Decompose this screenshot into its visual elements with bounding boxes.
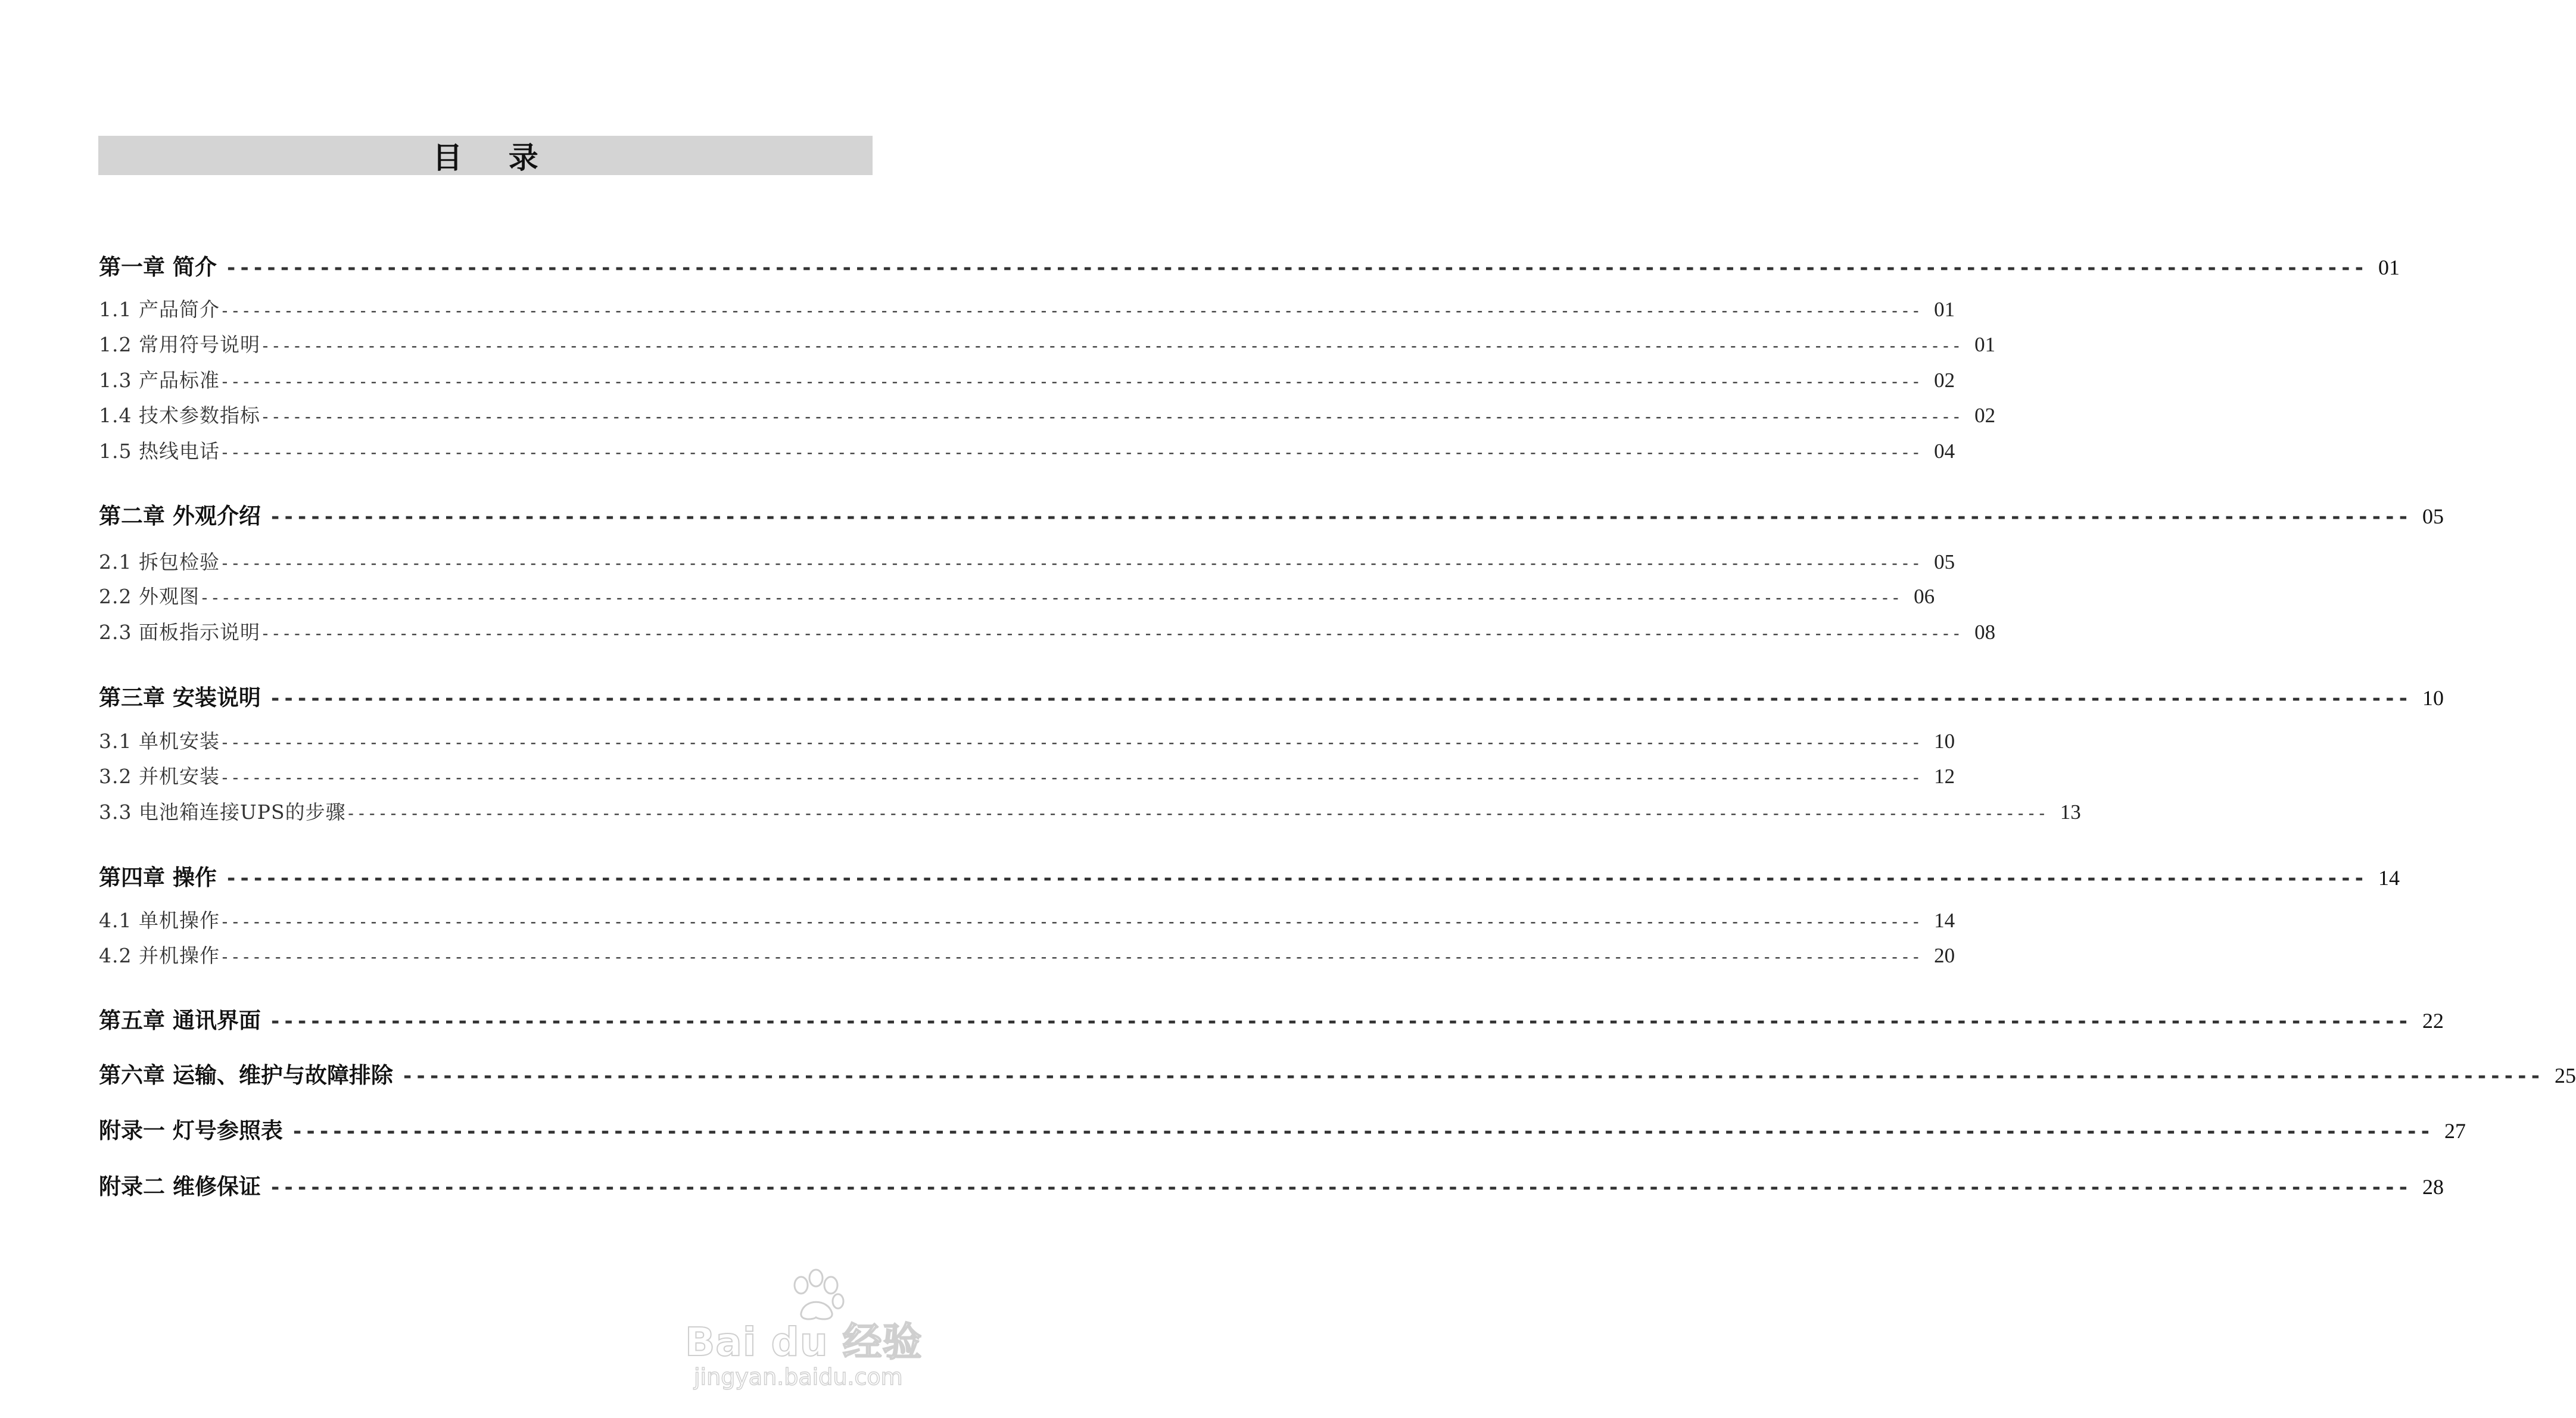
toc-page-number: 06 [1914,585,1935,608]
toc-leader: ---------------------------------------------------------------------------------------------------------------------------------------------------------------- [199,588,1902,607]
toc-page-number: 01 [1934,298,1955,321]
toc-page-number: 04 [1934,440,1955,463]
toc-section-1-1[interactable] [99,294,1955,322]
toc-chapter-1[interactable] [99,249,2400,281]
toc-entry-label: 3.2 并机安装 [99,765,220,788]
toc-section-1-4[interactable] [99,400,1996,428]
toc-entry-label: 4.1 单机操作 [99,909,220,932]
toc-leader: ---------------------------------------------------------------------------------------------------------------------------------------------------------------- [401,1064,2543,1088]
toc-page-number: 14 [1934,909,1955,932]
toc-leader: ---------------------------------------------------------------------------------------------------------------------------------------------------------------- [225,256,2367,280]
toc-leader: ---------------------------------------------------------------------------------------------------------------------------------------------------------------- [219,372,1922,391]
toc-page-number: 05 [1934,550,1955,574]
toc-entry-label: 1.2 常用符号说明 [99,333,260,356]
toc-leader: ---------------------------------------------------------------------------------------------------------------------------------------------------------------- [219,768,1922,787]
toc-section-4-1[interactable] [99,905,1955,933]
toc-page-number: 25 [2555,1064,2576,1087]
toc-page-number: 08 [1974,621,1996,644]
page-title: 目 录 [432,141,556,175]
toc-section-4-2[interactable] [99,940,1955,968]
toc-page-number: 01 [2378,255,2400,279]
toc-entry-label: 第三章 安装说明 [99,685,261,710]
toc-section-3-1[interactable] [99,726,1955,754]
toc-appendix-2[interactable] [99,1168,2444,1201]
toc-page-number: 02 [1974,404,1996,427]
table-of-contents [99,0,2576,1418]
toc-section-2-2[interactable] [99,581,1935,609]
toc-leader: ---------------------------------------------------------------------------------------------------------------------------------------------------------------- [269,1176,2411,1199]
toc-leader: ---------------------------------------------------------------------------------------------------------------------------------------------------------------- [219,553,1922,573]
toc-entry-label: 1.5 热线电话 [99,440,220,463]
toc-chapter-4[interactable] [99,859,2400,892]
toc-page-number: 22 [2422,1009,2444,1033]
toc-appendix-1[interactable] [99,1112,2466,1145]
toc-leader: ---------------------------------------------------------------------------------------------------------------------------------------------------------------- [269,1009,2411,1033]
toc-section-1-3[interactable] [99,365,1955,393]
toc-entry-label: 1.4 技术参数指标 [99,404,260,427]
toc-leader: ---------------------------------------------------------------------------------------------------------------------------------------------------------------- [260,624,1963,643]
toc-section-1-2[interactable] [99,329,1996,357]
toc-entry-label: 2.3 面板指示说明 [99,621,260,644]
toc-entry-label: 4.2 并机操作 [99,944,220,967]
toc-leader: ---------------------------------------------------------------------------------------------------------------------------------------------------------------- [219,947,1922,967]
toc-entry-label: 附录二 维修保证 [99,1174,261,1199]
toc-leader: ---------------------------------------------------------------------------------------------------------------------------------------------------------------- [269,505,2411,529]
toc-leader: ---------------------------------------------------------------------------------------------------------------------------------------------------------------- [291,1120,2433,1143]
toc-leader: ---------------------------------------------------------------------------------------------------------------------------------------------------------------- [219,912,1922,931]
toc-entry-label: 1.3 产品标准 [99,369,220,392]
toc-chapter-3[interactable] [99,680,2444,712]
baidu-jingyan-watermark [685,1269,923,1388]
toc-page-number: 10 [1934,730,1955,753]
toc-chapter-5[interactable] [99,1002,2444,1034]
toc-section-3-2[interactable] [99,761,1955,789]
toc-leader: ---------------------------------------------------------------------------------------------------------------------------------------------------------------- [269,687,2411,710]
toc-page-number: 05 [2422,504,2444,528]
toc-section-2-1[interactable] [99,547,1955,575]
toc-leader: ---------------------------------------------------------------------------------------------------------------------------------------------------------------- [219,301,1922,320]
toc-chapter-2[interactable] [99,498,2444,530]
toc-entry-label: 第四章 操作 [99,865,217,890]
toc-section-1-5[interactable] [99,436,1955,464]
toc-page-number: 01 [1974,333,1996,356]
toc-leader: ---------------------------------------------------------------------------------------------------------------------------------------------------------------- [225,867,2367,890]
toc-section-3-3[interactable] [99,797,2081,825]
toc-page-number: 20 [1934,944,1955,967]
toc-leader: ---------------------------------------------------------------------------------------------------------------------------------------------------------------- [345,803,2048,823]
watermark-url: jingyan.baidu.com [694,1364,903,1390]
toc-page-number: 12 [1934,765,1955,788]
toc-entry-label: 1.1 产品简介 [99,298,220,321]
toc-leader: ---------------------------------------------------------------------------------------------------------------------------------------------------------------- [260,407,1963,426]
toc-chapter-6[interactable] [99,1057,2576,1089]
toc-entry-label: 第二章 外观介绍 [99,503,261,529]
toc-entry-label: 3.3 电池箱连接UPS的步骤 [99,800,346,824]
toc-entry-label: 3.1 单机安装 [99,730,220,753]
toc-entry-label: 2.1 拆包检验 [99,550,220,574]
toc-entry-label: 第五章 通讯界面 [99,1008,261,1033]
toc-page-number: 10 [2422,686,2444,710]
toc-page-number: 14 [2378,866,2400,890]
toc-leader: ---------------------------------------------------------------------------------------------------------------------------------------------------------------- [219,442,1922,462]
toc-section-2-3[interactable] [99,617,1996,645]
toc-entry-label: 附录一 灯号参照表 [99,1118,283,1143]
toc-page-number: 27 [2444,1119,2466,1143]
toc-entry-label: 第六章 运输、维护与故障排除 [99,1062,393,1088]
toc-entry-label: 第一章 简介 [99,254,217,280]
toc-page-number: 28 [2422,1175,2444,1199]
toc-leader: ---------------------------------------------------------------------------------------------------------------------------------------------------------------- [219,733,1922,752]
toc-leader: ---------------------------------------------------------------------------------------------------------------------------------------------------------------- [260,336,1963,356]
toc-page-number: 13 [2060,800,2081,824]
toc-entry-label: 2.2 外观图 [99,585,200,608]
watermark-brand: Bai du 经验 [685,1319,923,1365]
toc-page-number: 02 [1934,369,1955,392]
